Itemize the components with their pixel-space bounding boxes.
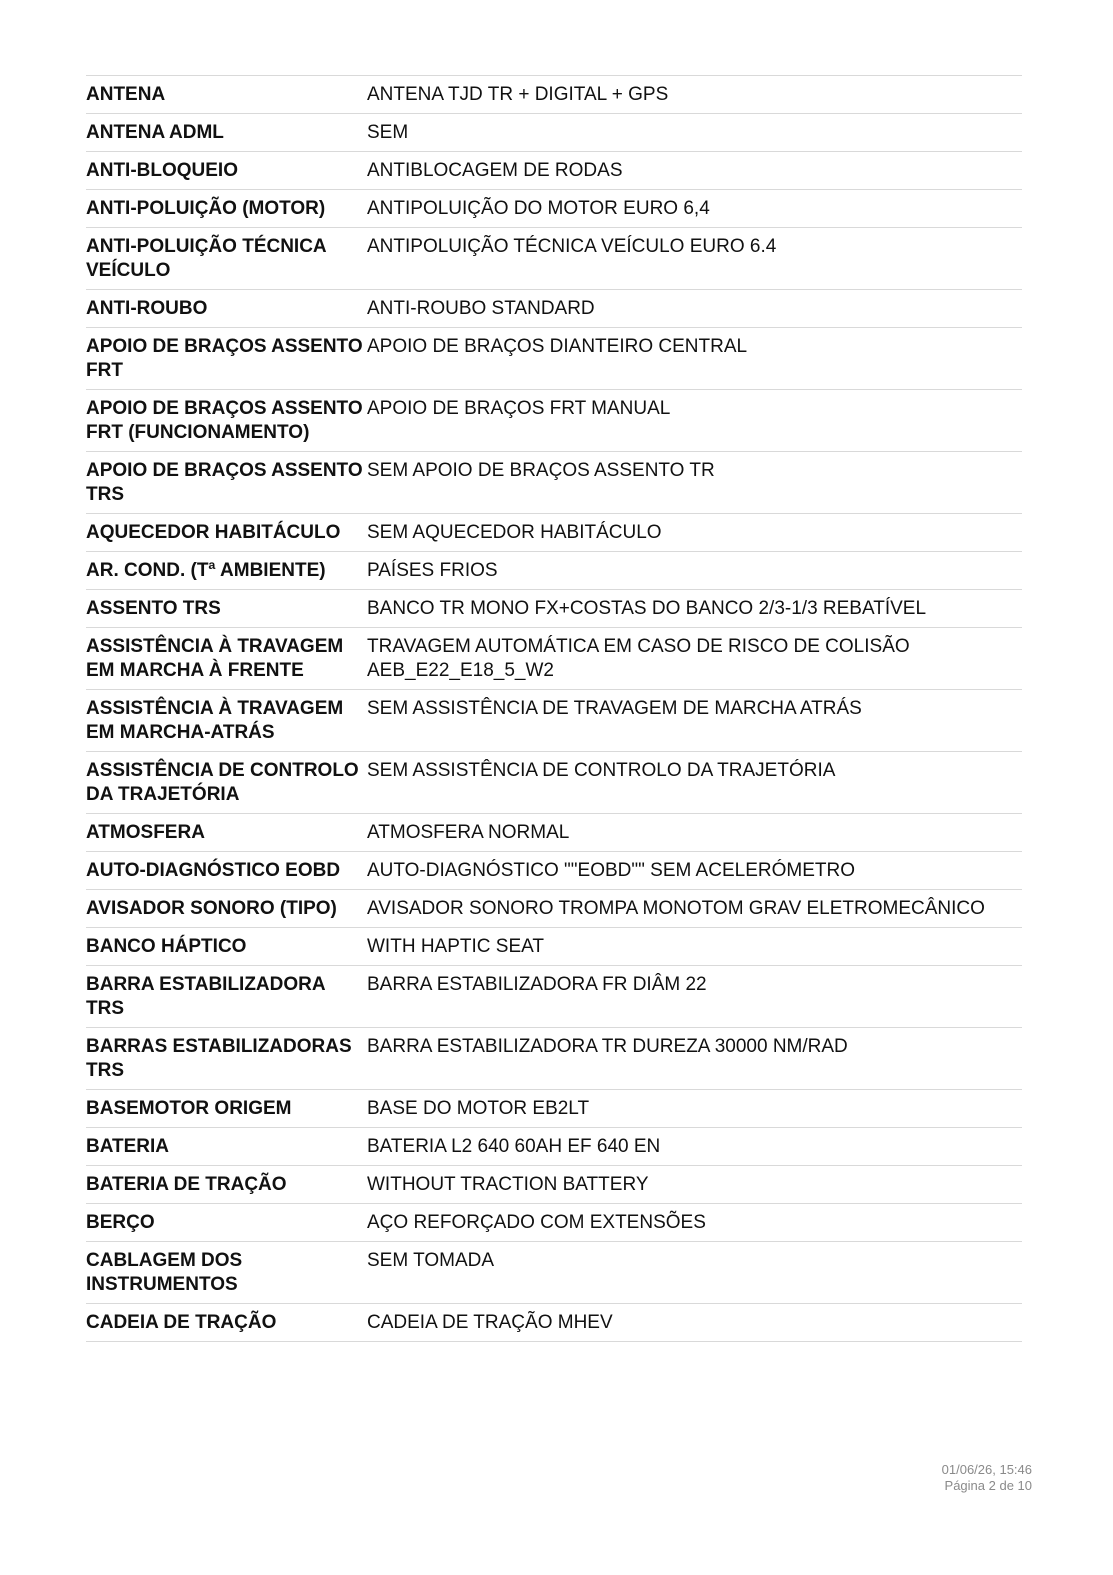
spec-row (86, 452, 1022, 514)
spec-label: ANTENA ADML (86, 122, 224, 143)
spec-value: AVISADOR SONORO TROMPA MONOTOM GRAV ELETROMECÂNICO (367, 898, 985, 919)
spec-label: ASSENTO TRS (86, 598, 221, 619)
spec-label: APOIO DE BRAÇOS ASSENTO FRT (FUNCIONAMENTO) (86, 398, 363, 443)
spec-row (86, 390, 1022, 452)
page-footer (942, 1462, 1032, 1494)
spec-row (86, 1242, 1022, 1304)
spec-label: CADEIA DE TRAÇÃO (86, 1312, 277, 1333)
spec-value: SEM ASSISTÊNCIA DE TRAVAGEM DE MARCHA ATRÁS (367, 698, 862, 719)
spec-row (86, 1128, 1022, 1166)
spec-value: WITH HAPTIC SEAT (367, 936, 544, 957)
spec-row (86, 1090, 1022, 1128)
spec-value: SEM (367, 122, 409, 143)
spec-row (86, 1304, 1022, 1342)
spec-label: ANTI-BLOQUEIO (86, 160, 238, 181)
spec-label: ASSISTÊNCIA À TRAVAGEM EM MARCHA À FRENTE (86, 636, 344, 681)
spec-row (86, 228, 1022, 290)
spec-value: SEM APOIO DE BRAÇOS ASSENTO TR (367, 460, 715, 481)
spec-row (86, 1028, 1022, 1090)
spec-label: BERÇO (86, 1212, 155, 1233)
spec-label: CABLAGEM DOS INSTRUMENTOS (86, 1250, 243, 1295)
spec-value: CADEIA DE TRAÇÃO MHEV (367, 1312, 613, 1333)
spec-value: PAÍSES FRIOS (367, 560, 498, 581)
spec-row (86, 814, 1022, 852)
spec-value: ATMOSFERA NORMAL (367, 822, 570, 843)
spec-value: AÇO REFORÇADO COM EXTENSÕES (367, 1212, 706, 1233)
spec-value: ANTIBLOCAGEM DE RODAS (367, 160, 623, 181)
spec-row (86, 890, 1022, 928)
spec-value: BANCO TR MONO FX+COSTAS DO BANCO 2/3-1/3 REBATÍVEL (367, 598, 927, 619)
spec-row (86, 1166, 1022, 1204)
spec-row (86, 328, 1022, 390)
spec-label: BATERIA DE TRAÇÃO (86, 1174, 287, 1195)
spec-label: ATMOSFERA (86, 822, 205, 843)
spec-label: APOIO DE BRAÇOS ASSENTO FRT (86, 336, 363, 381)
spec-value: APOIO DE BRAÇOS DIANTEIRO CENTRAL (367, 336, 748, 357)
spec-value: ANTIPOLUIÇÃO TÉCNICA VEÍCULO EURO 6.4 (367, 236, 777, 257)
spec-table (86, 75, 1022, 1342)
spec-value: TRAVAGEM AUTOMÁTICA EM CASO DE RISCO DE COLISÃO AEB_E22_E18_5_W2 (367, 636, 910, 681)
spec-label: AQUECEDOR HABITÁCULO (86, 522, 341, 543)
spec-row (86, 290, 1022, 328)
spec-row (86, 152, 1022, 190)
spec-label: AVISADOR SONORO (TIPO) (86, 898, 337, 919)
spec-label: ASSISTÊNCIA À TRAVAGEM EM MARCHA-ATRÁS (86, 698, 344, 743)
spec-value: SEM AQUECEDOR HABITÁCULO (367, 522, 662, 543)
page-number: Página 2 de 10 (944, 1478, 1032, 1493)
spec-value: ANTENA TJD TR + DIGITAL + GPS (367, 84, 669, 105)
spec-label: ANTI-POLUIÇÃO TÉCNICA VEÍCULO (86, 236, 326, 281)
spec-row (86, 966, 1022, 1028)
spec-value: BATERIA L2 640 60AH EF 640 EN (367, 1136, 661, 1157)
spec-value: SEM ASSISTÊNCIA DE CONTROLO DA TRAJETÓRIA (367, 760, 836, 781)
spec-label: BATERIA (86, 1136, 170, 1157)
spec-label: BANCO HÁPTICO (86, 936, 247, 957)
spec-label: AR. COND. (Tª AMBIENTE) (86, 560, 326, 581)
spec-value: BARRA ESTABILIZADORA FR DIÂM 22 (367, 974, 707, 995)
spec-row (86, 190, 1022, 228)
spec-label: ANTI-ROUBO (86, 298, 208, 319)
spec-label: APOIO DE BRAÇOS ASSENTO TRS (86, 460, 363, 505)
spec-label: BASEMOTOR ORIGEM (86, 1098, 292, 1119)
spec-value: BARRA ESTABILIZADORA TR DUREZA 30000 NM/RAD (367, 1036, 848, 1057)
spec-value: BASE DO MOTOR EB2LT (367, 1098, 590, 1119)
spec-row (86, 514, 1022, 552)
spec-value: AUTO-DIAGNÓSTICO ""EOBD"" SEM ACELERÓMETRO (367, 860, 855, 881)
spec-label: AUTO-DIAGNÓSTICO EOBD (86, 860, 341, 881)
spec-value: ANTI-ROUBO STANDARD (367, 298, 595, 319)
spec-value: ANTIPOLUIÇÃO DO MOTOR EURO 6,4 (367, 198, 710, 219)
spec-row (86, 928, 1022, 966)
spec-row (86, 552, 1022, 590)
spec-label: BARRA ESTABILIZADORA TRS (86, 974, 325, 1019)
spec-label: BARRAS ESTABILIZADORAS TRS (86, 1036, 352, 1081)
spec-row (86, 628, 1022, 690)
spec-row (86, 752, 1022, 814)
spec-row (86, 114, 1022, 152)
print-datetime: 01/06/26, 15:46 (941, 1462, 1032, 1477)
spec-value: APOIO DE BRAÇOS FRT MANUAL (367, 398, 671, 419)
spec-label: ANTI-POLUIÇÃO (MOTOR) (86, 198, 326, 219)
spec-row (86, 852, 1022, 890)
spec-value: WITHOUT TRACTION BATTERY (367, 1174, 649, 1195)
spec-label: ANTENA (86, 84, 166, 105)
spec-row (86, 1204, 1022, 1242)
spec-row (86, 590, 1022, 628)
spec-row (86, 690, 1022, 752)
spec-value: SEM TOMADA (367, 1250, 495, 1271)
spec-label: ASSISTÊNCIA DE CONTROLO DA TRAJETÓRIA (86, 760, 359, 805)
spec-row (86, 76, 1022, 114)
